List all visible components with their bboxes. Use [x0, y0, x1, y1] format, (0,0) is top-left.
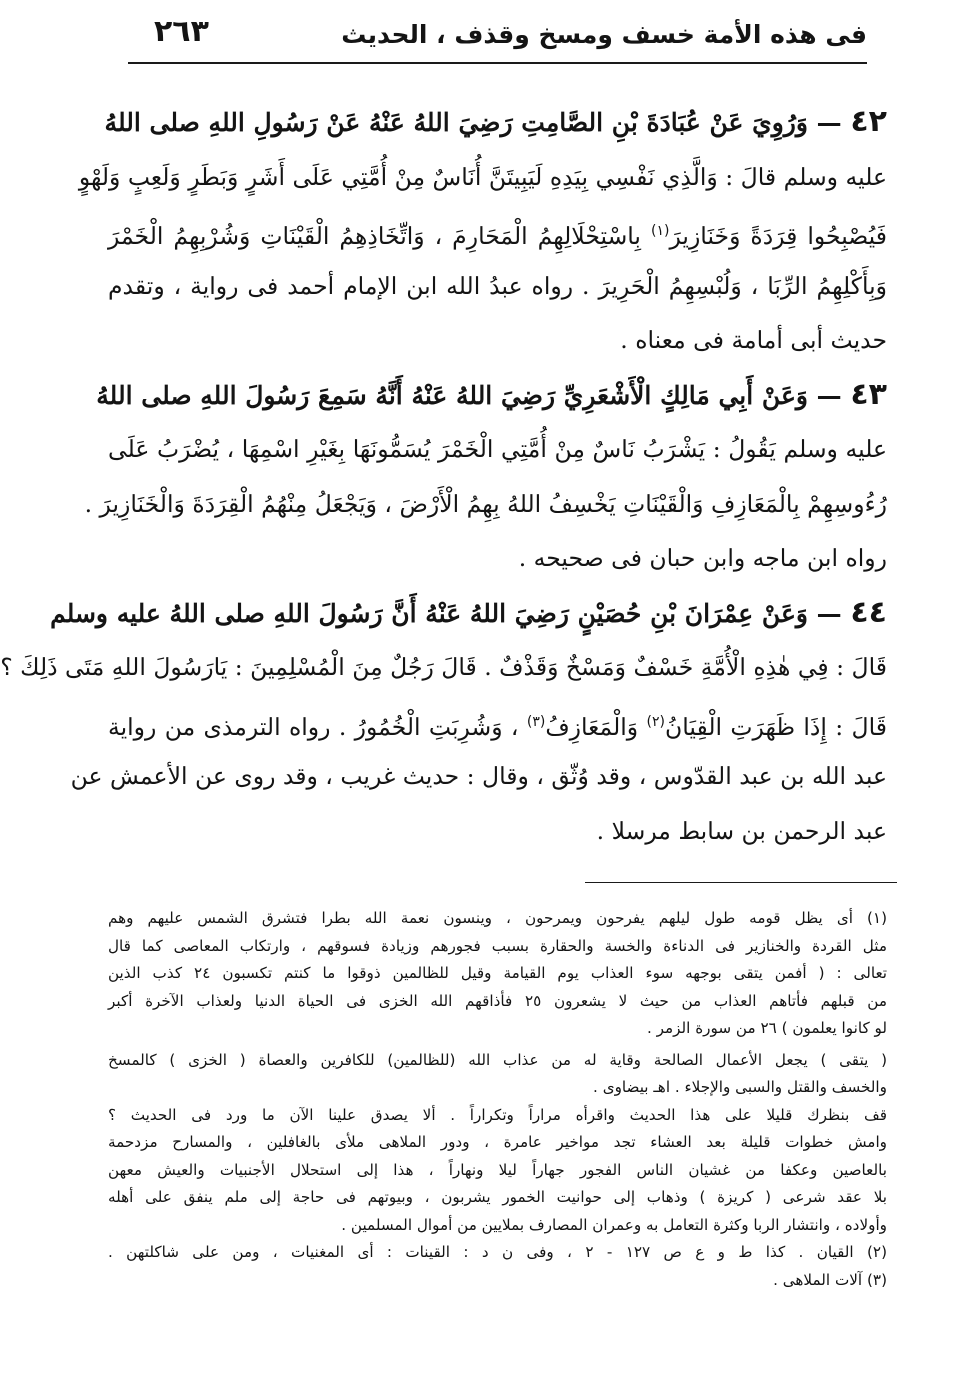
hadith-42-text-3b: بِاسْتِحْلَالِهِمُ الْمَحَارِمَ ، وَاتِّخَاذِهِمُ الْقَيْنَاتِ وَشُرْبِهِمُ الْخَمْرَ — [108, 221, 641, 250]
hadith-42-text-5: حديث أبى أمامة فى معناه . — [620, 326, 887, 354]
hadith-42-line-5 — [108, 313, 887, 368]
footnote-ref-1[interactable]: (١) — [650, 223, 670, 239]
hadith-42-text-3a: فَيُصْبِحُوا قِرَدَةً وَخَنَازِيرَ — [669, 221, 887, 250]
hadith-44-text-4: عبد الله بن عبد القدّوس ، وقد وُثّق ، وقال : حديث غريب ، وقد روى عن الأعمش عن — [70, 762, 887, 790]
footnote-1-reflection-line-4: بلا عقد شرعى ( كريزة ) وذهاب إلى حوانيت الخمور يشربون ، وبيوتهم فى حاجة إلى ملم ينفق على أهله — [108, 1188, 887, 1206]
hadith-44-line-1 — [50, 586, 887, 641]
footnote-1-reflection-line-1: قف بنظرك قليلا على هذا الحديث واقرأه مراراً وتكراراً . ألا يصدق علينا الآن ما ورد فى الحديث ؟ — [108, 1105, 887, 1124]
footnote-1-commentary-line-2: والخسف والقتل والسبى والإجلاء . اهـ بيضاوى . — [593, 1078, 887, 1096]
hadith-43-text-3: رُءُوسِهِمْ بِالْمَعَازِفِ وَالْقَيْنَاتِ يَخْسِفُ اللهُ بِهِمُ الْأَرْضَ ، وَيَجْعَلُ مِنْهُمُ الْقِرَدَةَ وَالْخَنَازِيرَ . — [84, 489, 887, 518]
hadith-44-line-2 — [0, 640, 887, 695]
hadith-44-number: ٤٤ — [850, 594, 887, 630]
footnote-1-line-1: (١) أى يظل قومه طول ليلهم يفرحون ويمرحون ، وينسون نعمة الله بطرا فتشرق الشمس عليهم وهم — [108, 909, 887, 927]
footnote-1-line-4: من قبلهم فأتاهم العذاب من حيث لا يشعرون ٢٥ فأذاقهم الله الخزى فى الحياة الدنيا ولعذاب الآخرة أكبر — [108, 991, 888, 1010]
footnote-1-reflection-line-5: وأولاده ، وانتشار الربا وكثرة التعامل به وعمران المصارف بملايين من أموال المسلمين . — [341, 1215, 887, 1234]
footnote-1-line-2: مثل القردة والخنازير فى الدناءة والخسة والحقارة بسبب فجورهم وزيادة فسوقهم ، وارتكاب المعاصى كما قال — [108, 936, 887, 955]
hadith-44-text-3b: وَالْمَعَازِفُ — [545, 712, 639, 741]
footnote-2: (٢) القيان . كذا ط و ع ص ١٢٧ - ٢ ، وفى ن د : القينات : أى المغنيات ، ومن على شاكلتهن . — [108, 1243, 887, 1261]
footnote-1-reflection-line-2: وامش خطوات قليلة بعد العشاء تجد مواخير عامرة ، ودور الملاهى ملأى بالغافلين ، والمسارح مزدحمة — [108, 1133, 887, 1151]
hadith-44-line-4 — [70, 749, 887, 804]
hadith-42-line-2 — [78, 150, 887, 205]
hadith-44-text-3a: قَالَ : إِذَا ظَهَرَتِ الْقِيَانُ — [664, 712, 887, 741]
hadith-42-line-1 — [104, 95, 887, 150]
hadith-43-line-1 — [96, 368, 887, 423]
page-header — [128, 14, 867, 64]
hadith-43-line-2 — [108, 422, 887, 477]
hadith-44-text-1: — وَعَنْ عِمْرَانَ بْنِ حُصَيْنٍ رَضِيَ اللهُ عَنْهُ أَنَّ رَسُولَ اللهِ صلى اللهُ عليه وسلم — [50, 598, 842, 628]
hadith-44-text-2: قَالَ : فِي هٰذِهِ الْأُمَّةِ خَسْفٌ وَمَسْخٌ وَقَذْفٌ . قَالَ رَجُلٌ مِنَ الْمُسْلِمِينَ : يَارَسُولَ اللهِ مَتَى ذَلِكَ ؟ — [0, 653, 887, 681]
footnote-1-line-5: لو كانوا يعلمون ) ٢٦ من سورة الزمر . — [646, 1019, 887, 1037]
running-head: فى هذه الأمة خسف ومسخ وقذف ، الحديث — [341, 20, 867, 49]
main-text — [0, 95, 887, 858]
hadith-44-text-5: عبد الرحمن بن سابط مرسلا . — [596, 816, 887, 845]
hadith-42-text-2: عليه وسلم قالَ : وَالَّذِي نَفْسِي بِيَدِهِ لَيَبِيتَنَّ أُنَاسٌ مِنْ أُمَّتِي عَلَى أَشَرٍ وَبَطَرٍ وَلَعِبٍ وَلَهْوٍ — [78, 162, 887, 191]
footnote-1-commentary-line-1: ( يتقى ) يجعل الأعمال الصالحة وقاية له من عذاب الله (للظالمين) للكافرين والعصاة ( الخزى ) كالمسخ — [108, 1050, 887, 1069]
hadith-42-text-1: — وَرُوِيَ عَنْ عُبَادَةَ بْنِ الصَّامِتِ رَضِيَ اللهُ عَنْهُ عَنْ رَسُولِ اللهِ صلى اللهُ — [104, 108, 842, 137]
hadith-42-text-4: وَبِأَكْلِهِمُ الرِّبَا ، وَلُبْسِهِمُ الْحَرِيرَ . رواه عبدُ الله ابن الإمام أحمد فى رواية ، وتقدم — [108, 271, 887, 300]
footnote-ref-2[interactable]: (٢) — [646, 713, 665, 730]
hadith-42-line-3 — [108, 204, 887, 259]
hadith-43-number: ٤٣ — [850, 376, 887, 412]
footnote-ref-3[interactable]: (٣) — [526, 713, 546, 730]
hadith-42-line-4 — [108, 259, 887, 314]
hadith-43-text-1: — وَعَنْ أَبِي مَالِكٍ الْأَشْعَرِيِّ رَضِيَ اللهُ عَنْهُ أَنَّهُ سَمِعَ رَسُولَ اللهِ صلى اللهُ — [96, 380, 842, 410]
footnote-1-reflection-line-3: بالعاصين وعكفا من غشيان الناس الفجور جهاراً ليلا ونهاراً ، هذا إلى استحلال الأجنبيات والعيش معهن — [108, 1160, 887, 1179]
footnote-1-line-3: تعالى : ( أفمن يتقى بوجهه سوء العذاب يوم القيامة وقيل للظالمين ذوقوا ما كنتم تكسبون ٢٤ كذب الذين — [108, 964, 888, 982]
page-number: ٢٦٣ — [154, 14, 209, 49]
footnotes — [108, 905, 887, 1294]
hadith-44-line-5 — [108, 804, 887, 859]
hadith-43-text-4: رواه ابن ماجه وابن حبان فى صحيحه . — [518, 544, 887, 572]
hadith-43-text-2: عليه وسلم يَقُولُ : يَشْرَبُ نَاسٌ مِنْ أُمَّتِي الْخَمْرَ يُسَمُّونَهَا بِغَيْرِ اسْمِهَا ، يُضْرَبُ عَلَى — [108, 435, 887, 463]
footnote-3: (٣) آلات الملاهى . — [773, 1270, 887, 1289]
hadith-43-line-4 — [108, 531, 887, 586]
hadith-43-line-3 — [84, 477, 887, 532]
hadith-44-text-3c: ، وَشُرِبَتِ الْخُمُورُ . رواه الترمذى من رواية — [108, 712, 519, 741]
hadith-44-line-3 — [108, 695, 887, 750]
footnote-divider — [585, 882, 897, 883]
hadith-42-number: ٤٢ — [850, 104, 887, 139]
